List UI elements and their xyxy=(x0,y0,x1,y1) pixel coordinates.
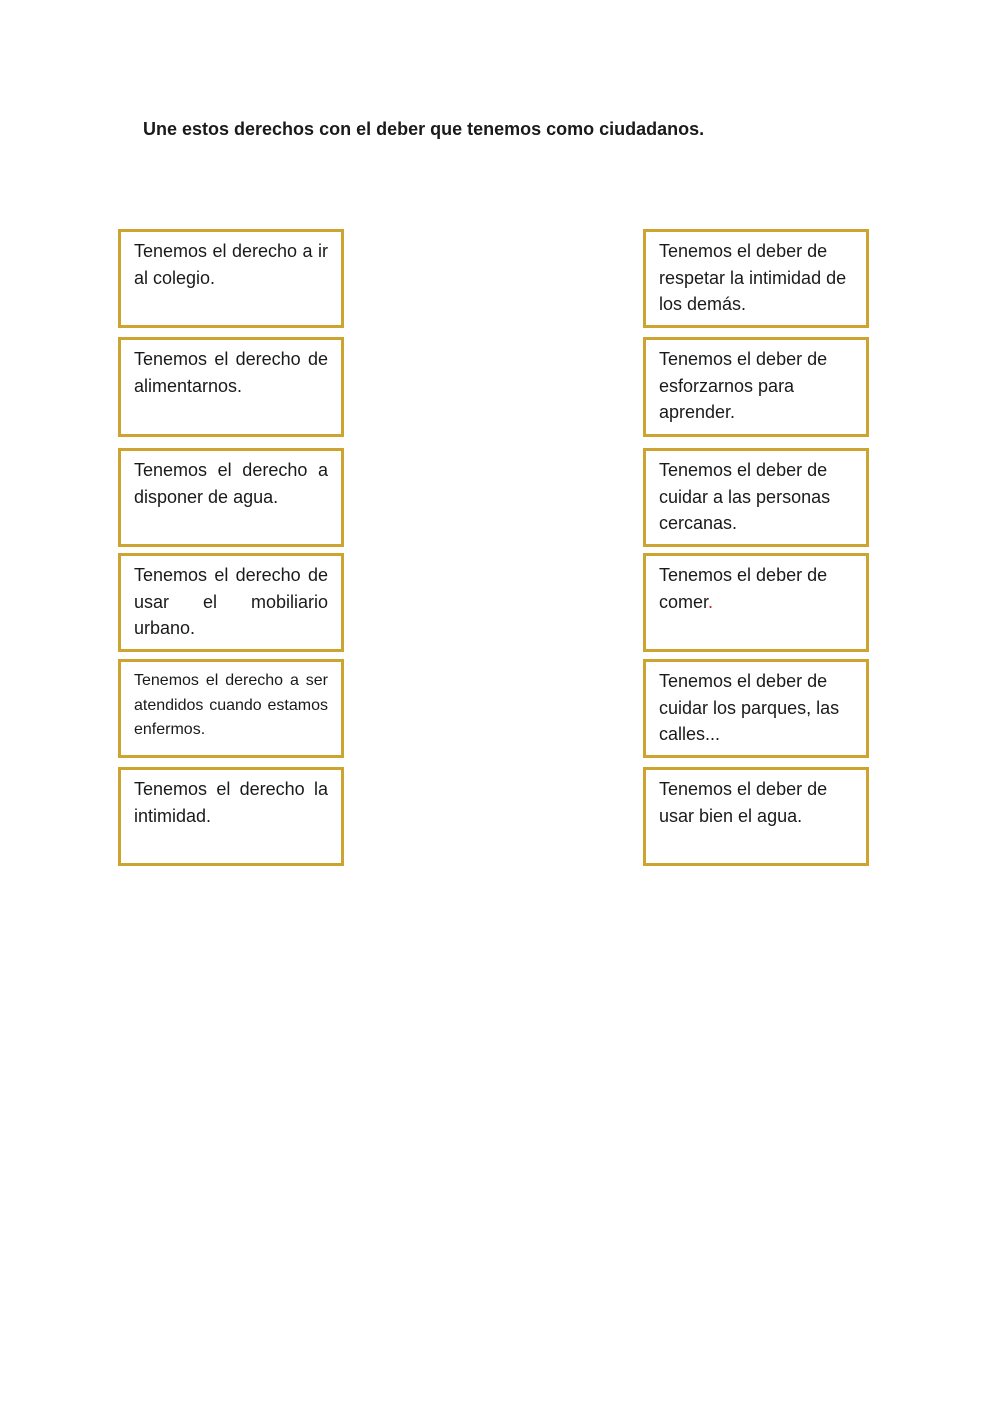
deber-card-text: Tenemos el deber de esforzarnos para aprender. xyxy=(659,349,828,422)
deber-card-text: Tenemos el deber de usar bien el agua. xyxy=(659,779,828,826)
derecho-card-text: Tenemos el derecho de usar el mobiliario urbano. xyxy=(134,565,328,638)
deber-card-1[interactable] xyxy=(643,229,869,328)
deber-card-text: Tenemos el deber de cuidar los parques, las calles... xyxy=(659,671,840,744)
derecho-card-text: Tenemos el derecho la intimidad. xyxy=(134,779,328,826)
derecho-card-text: Tenemos el derecho a ir al colegio. xyxy=(134,241,328,288)
deber-card-text: Tenemos el deber de comer xyxy=(659,565,828,612)
deber-card-4[interactable] xyxy=(643,553,869,652)
derecho-card-4[interactable] xyxy=(118,553,344,652)
derecho-card-6[interactable] xyxy=(118,767,344,866)
derecho-card-2[interactable] xyxy=(118,337,344,437)
derecho-card-5[interactable] xyxy=(118,659,344,758)
deber-card-text: Tenemos el deber de respetar la intimidad de los demás. xyxy=(659,241,847,314)
deber-card-2[interactable] xyxy=(643,337,869,437)
derecho-card-1[interactable] xyxy=(118,229,344,328)
deber-card-3[interactable] xyxy=(643,448,869,547)
deber-card-6[interactable] xyxy=(643,767,869,866)
deber-card-5[interactable] xyxy=(643,659,869,758)
derecho-card-3[interactable] xyxy=(118,448,344,547)
worksheet-instruction: Une estos derechos con el deber que tenemos como ciudadanos. xyxy=(143,119,705,139)
derecho-card-text: Tenemos el derecho de alimentarnos. xyxy=(134,349,328,396)
deber-card-period: . xyxy=(708,591,714,612)
derecho-card-text: Tenemos el derecho a ser atendidos cuando estamos enfermos. xyxy=(134,672,328,738)
deber-card-text: Tenemos el deber de cuidar a las personas cercanas. xyxy=(659,460,831,533)
derecho-card-text: Tenemos el derecho a disponer de agua. xyxy=(134,460,328,507)
